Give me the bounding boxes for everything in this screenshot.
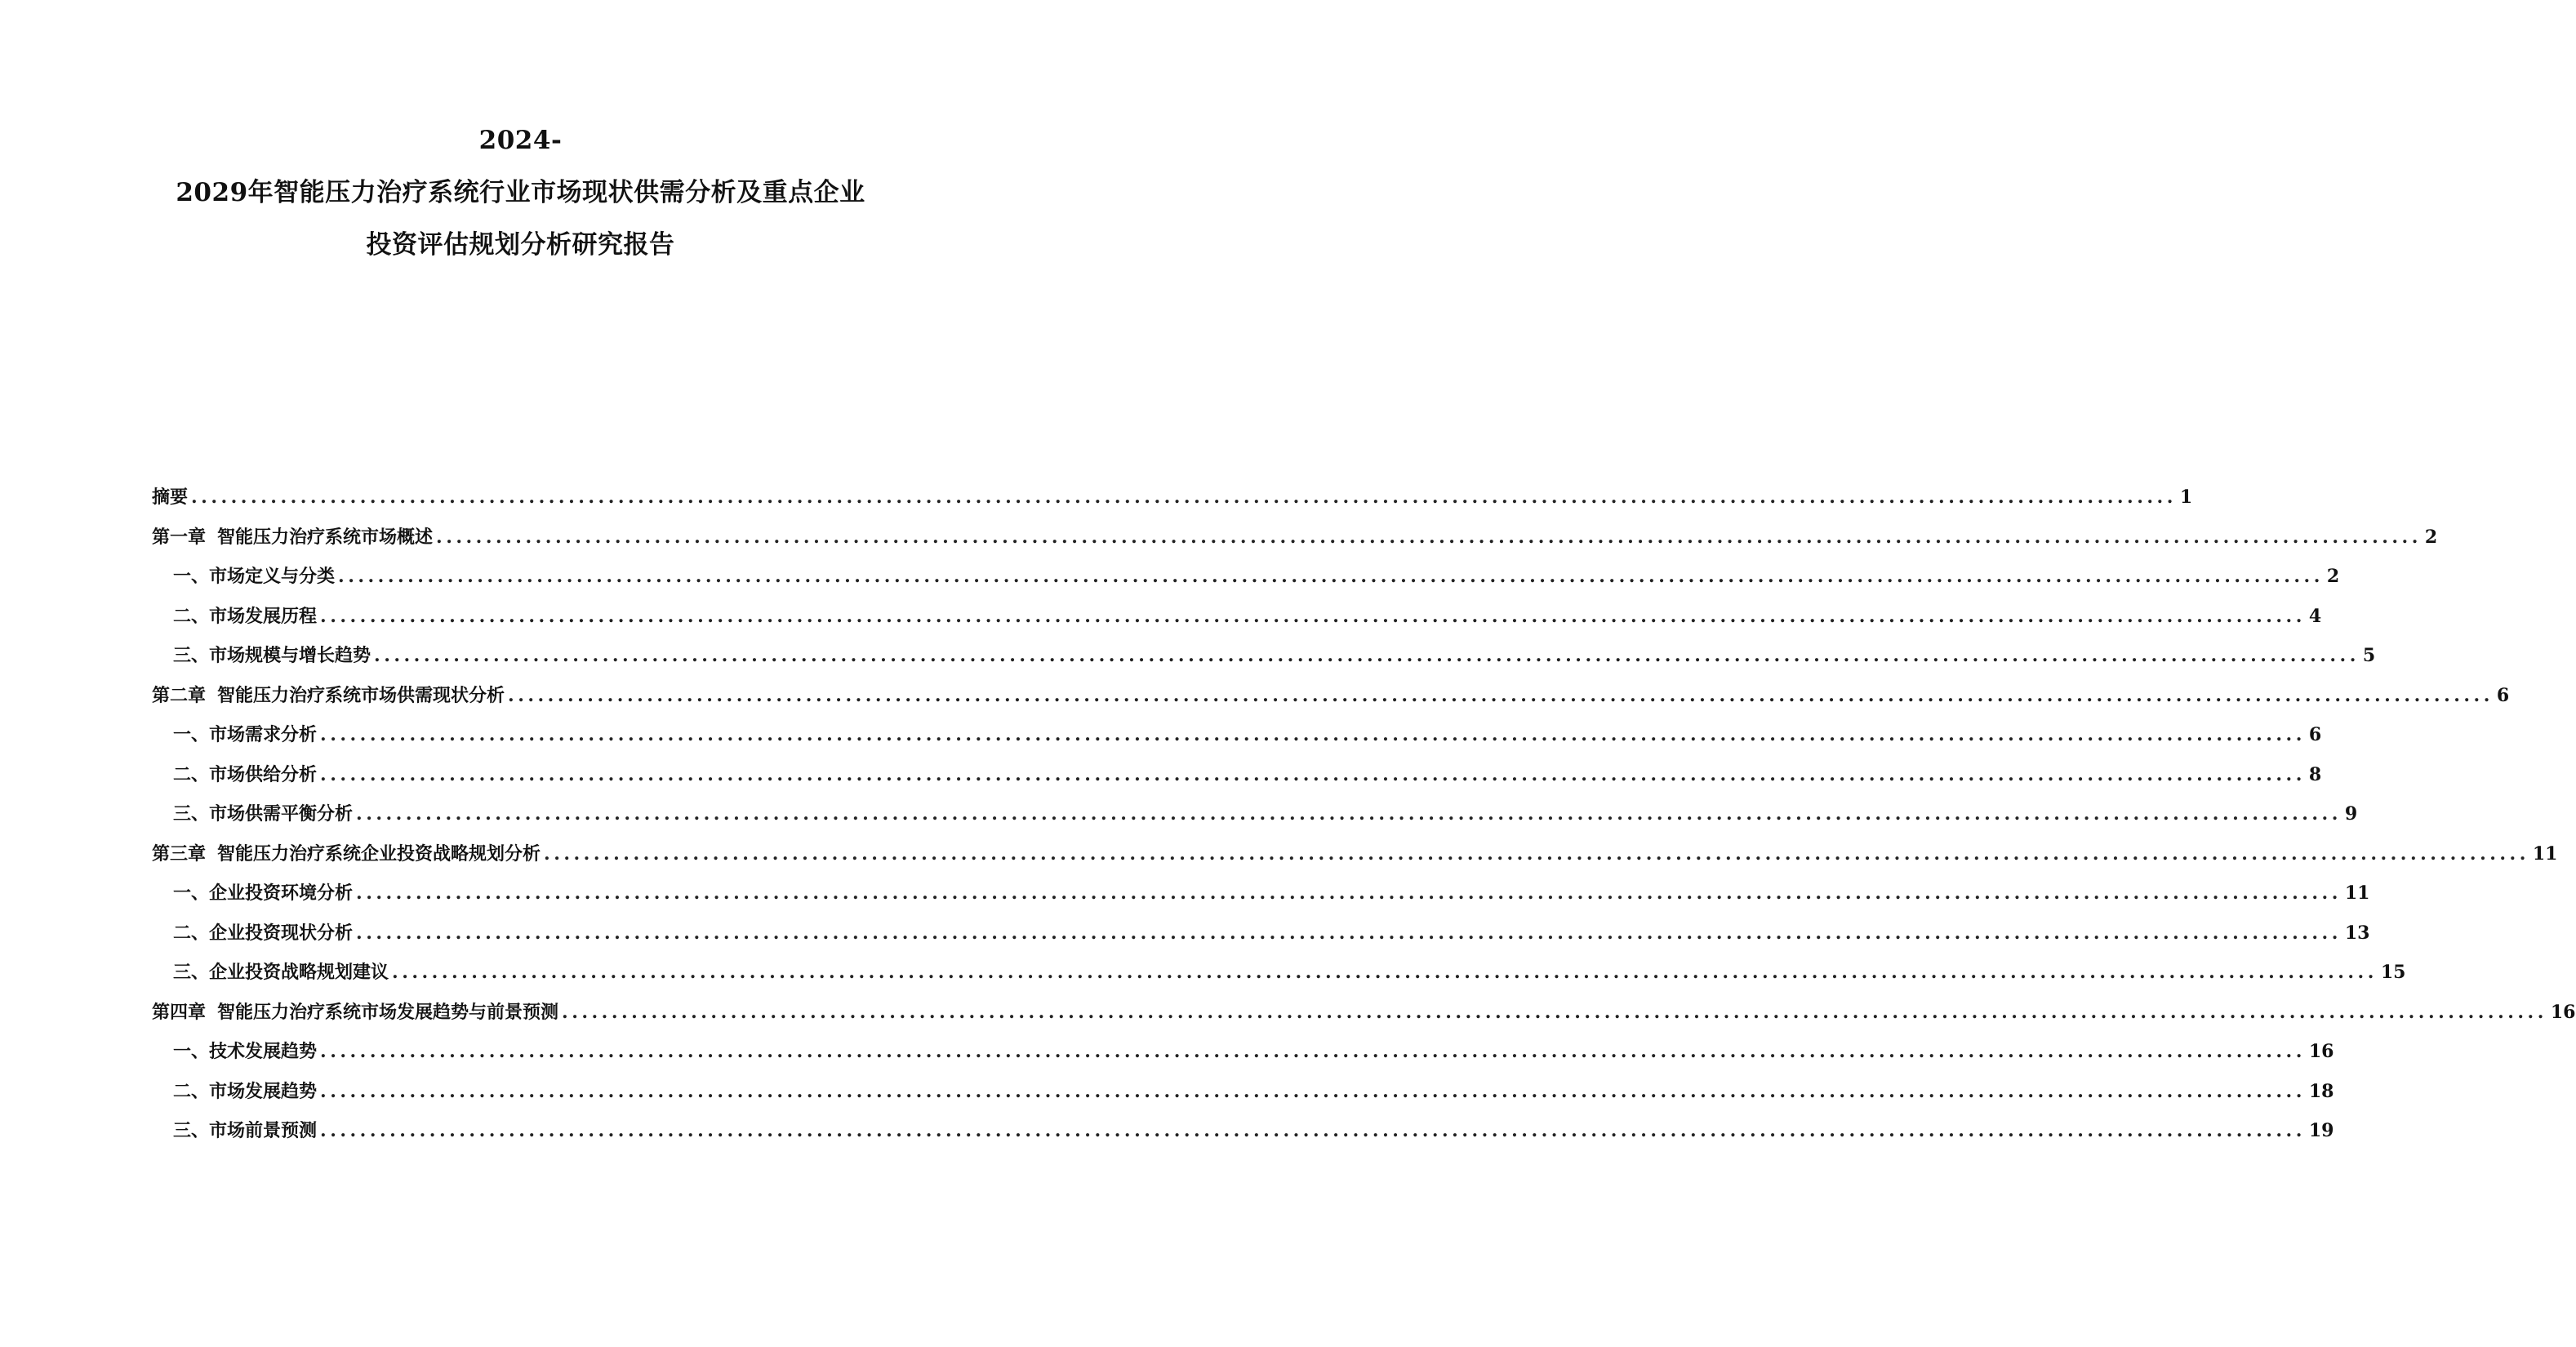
toc-dot-leader: ........................................................................................................................................................................................................	[392, 962, 2378, 983]
toc-entry-title: 市场供给分析	[209, 763, 318, 785]
toc-entry-number: 第二章	[152, 684, 207, 706]
toc-entry[interactable]	[152, 879, 2370, 919]
toc-dot-leader: ........................................................................................................................................................................................................	[544, 842, 2529, 865]
toc-dot-leader: ........................................................................................................................................................................................................	[356, 803, 2342, 825]
toc-entry-number: 三、	[173, 645, 210, 666]
toc-entry[interactable]	[152, 721, 2322, 761]
toc-entry-page-number: 11	[2344, 882, 2370, 904]
toc-entry-title: 智能压力治疗系统市场发展趋势与前景预测	[217, 1001, 559, 1023]
title-line-3: 投资评估规划分析研究报告	[366, 230, 675, 260]
toc-entry-page-number: 8	[2308, 763, 2322, 785]
toc-entry-page-number: 16	[2308, 1041, 2334, 1062]
toc-dot-leader: ........................................................................................................................................................................................................	[320, 724, 2306, 745]
toc-entry[interactable]	[152, 642, 2376, 682]
toc-dot-leader: ........................................................................................................................................................................................................	[320, 1080, 2306, 1102]
toc-entry-title: 智能压力治疗系统市场供需现状分析	[217, 684, 505, 706]
toc-entry-title: 市场发展历程	[209, 605, 318, 627]
toc-entry-title: 市场发展趋势	[209, 1080, 318, 1102]
toc-entry-page-number: 15	[2380, 962, 2406, 983]
toc-entry[interactable]	[152, 1038, 2334, 1078]
toc-entry-page-number: 9	[2344, 803, 2358, 825]
toc-entry-title: 市场定义与分类	[209, 566, 336, 587]
toc-dot-leader: ........................................................................................................................................................................................................	[356, 922, 2342, 944]
toc-entry-title: 市场前景预测	[209, 1120, 318, 1141]
toc-dot-leader: ........................................................................................................................................................................................................	[562, 1001, 2547, 1023]
toc-dot-leader: ........................................................................................................................................................................................................	[320, 1041, 2306, 1062]
toc-entry[interactable]	[152, 602, 2322, 642]
toc-entry-title: 智能压力治疗系统企业投资战略规划分析	[217, 842, 541, 865]
toc-entry-page-number: 5	[2362, 645, 2376, 666]
toc-entry-number: 三、	[173, 962, 210, 983]
toc-dot-leader: ........................................................................................................................................................................................................	[320, 1120, 2306, 1141]
toc-entry-number: 第一章	[152, 526, 207, 548]
toc-entry-number: 三、	[173, 803, 210, 825]
toc-entry[interactable]	[152, 919, 2370, 959]
toc-entry-title: 企业投资环境分析	[209, 882, 354, 904]
toc-entry-number: 二、	[173, 605, 210, 627]
title-line-1: 2024-	[478, 126, 563, 155]
toc-dot-leader: ........................................................................................................................................................................................................	[374, 645, 2360, 666]
toc-entry-page-number: 6	[2496, 684, 2510, 706]
toc-entry-number: 一、	[173, 724, 210, 745]
toc-entry[interactable]	[152, 998, 2576, 1038]
toc-dot-leader: ........................................................................................................................................................................................................	[338, 566, 2324, 587]
toc-dot-leader: ........................................................................................................................................................................................................	[320, 763, 2306, 785]
toc-entry[interactable]	[152, 523, 2438, 563]
toc-entry[interactable]	[152, 958, 2406, 998]
toc-entry-title: 市场需求分析	[209, 724, 318, 745]
toc-entry-number: 一、	[173, 566, 210, 587]
toc-entry[interactable]	[152, 483, 2193, 523]
table-of-contents	[152, 483, 2576, 1157]
toc-entry-number: 二、	[173, 1080, 210, 1102]
toc-entry[interactable]	[152, 1117, 2334, 1157]
toc-entry-number: 第三章	[152, 842, 207, 865]
toc-entry-page-number: 16	[2550, 1001, 2576, 1023]
toc-entry-title: 摘要	[152, 487, 189, 508]
toc-entry-number: 第四章	[152, 1001, 207, 1023]
toc-entry[interactable]	[152, 562, 2340, 602]
toc-entry-number: 一、	[173, 882, 210, 904]
toc-entry-title: 市场供需平衡分析	[209, 803, 354, 825]
toc-entry-title: 智能压力治疗系统市场概述	[217, 526, 434, 548]
toc-entry[interactable]	[152, 761, 2322, 801]
toc-entry-page-number: 13	[2344, 922, 2370, 944]
toc-dot-leader: ........................................................................................................................................................................................................	[191, 487, 2177, 508]
toc-entry-title: 企业投资现状分析	[209, 922, 354, 944]
toc-entry-page-number: 6	[2308, 724, 2322, 745]
toc-entry-number: 三、	[173, 1120, 210, 1141]
toc-entry-page-number: 11	[2532, 842, 2558, 865]
toc-dot-leader: ........................................................................................................................................................................................................	[508, 684, 2494, 706]
toc-dot-leader: ........................................................................................................................................................................................................	[356, 882, 2342, 904]
toc-entry[interactable]	[152, 682, 2510, 722]
toc-entry-title: 市场规模与增长趋势	[209, 645, 371, 666]
toc-entry[interactable]	[152, 800, 2358, 840]
toc-entry-page-number: 4	[2308, 605, 2322, 627]
toc-dot-leader: ........................................................................................................................................................................................................	[320, 605, 2306, 627]
title-line-2: 2029年智能压力治疗系统行业市场现状供需分析及重点企业	[176, 178, 865, 207]
toc-entry[interactable]	[152, 1078, 2334, 1118]
toc-entry-page-number: 19	[2308, 1120, 2334, 1141]
report-title	[0, 114, 1041, 271]
toc-entry-number: 二、	[173, 922, 210, 944]
toc-entry[interactable]	[152, 840, 2558, 880]
toc-entry-title: 技术发展趋势	[209, 1041, 318, 1062]
toc-entry-number: 一、	[173, 1041, 210, 1062]
toc-entry-page-number: 2	[2326, 566, 2340, 587]
toc-entry-page-number: 2	[2424, 526, 2438, 548]
toc-dot-leader: ........................................................................................................................................................................................................	[436, 526, 2422, 548]
toc-entry-page-number: 1	[2179, 487, 2193, 508]
toc-entry-page-number: 18	[2308, 1080, 2334, 1102]
toc-entry-title: 企业投资战略规划建议	[209, 962, 389, 983]
toc-entry-number: 二、	[173, 763, 210, 785]
